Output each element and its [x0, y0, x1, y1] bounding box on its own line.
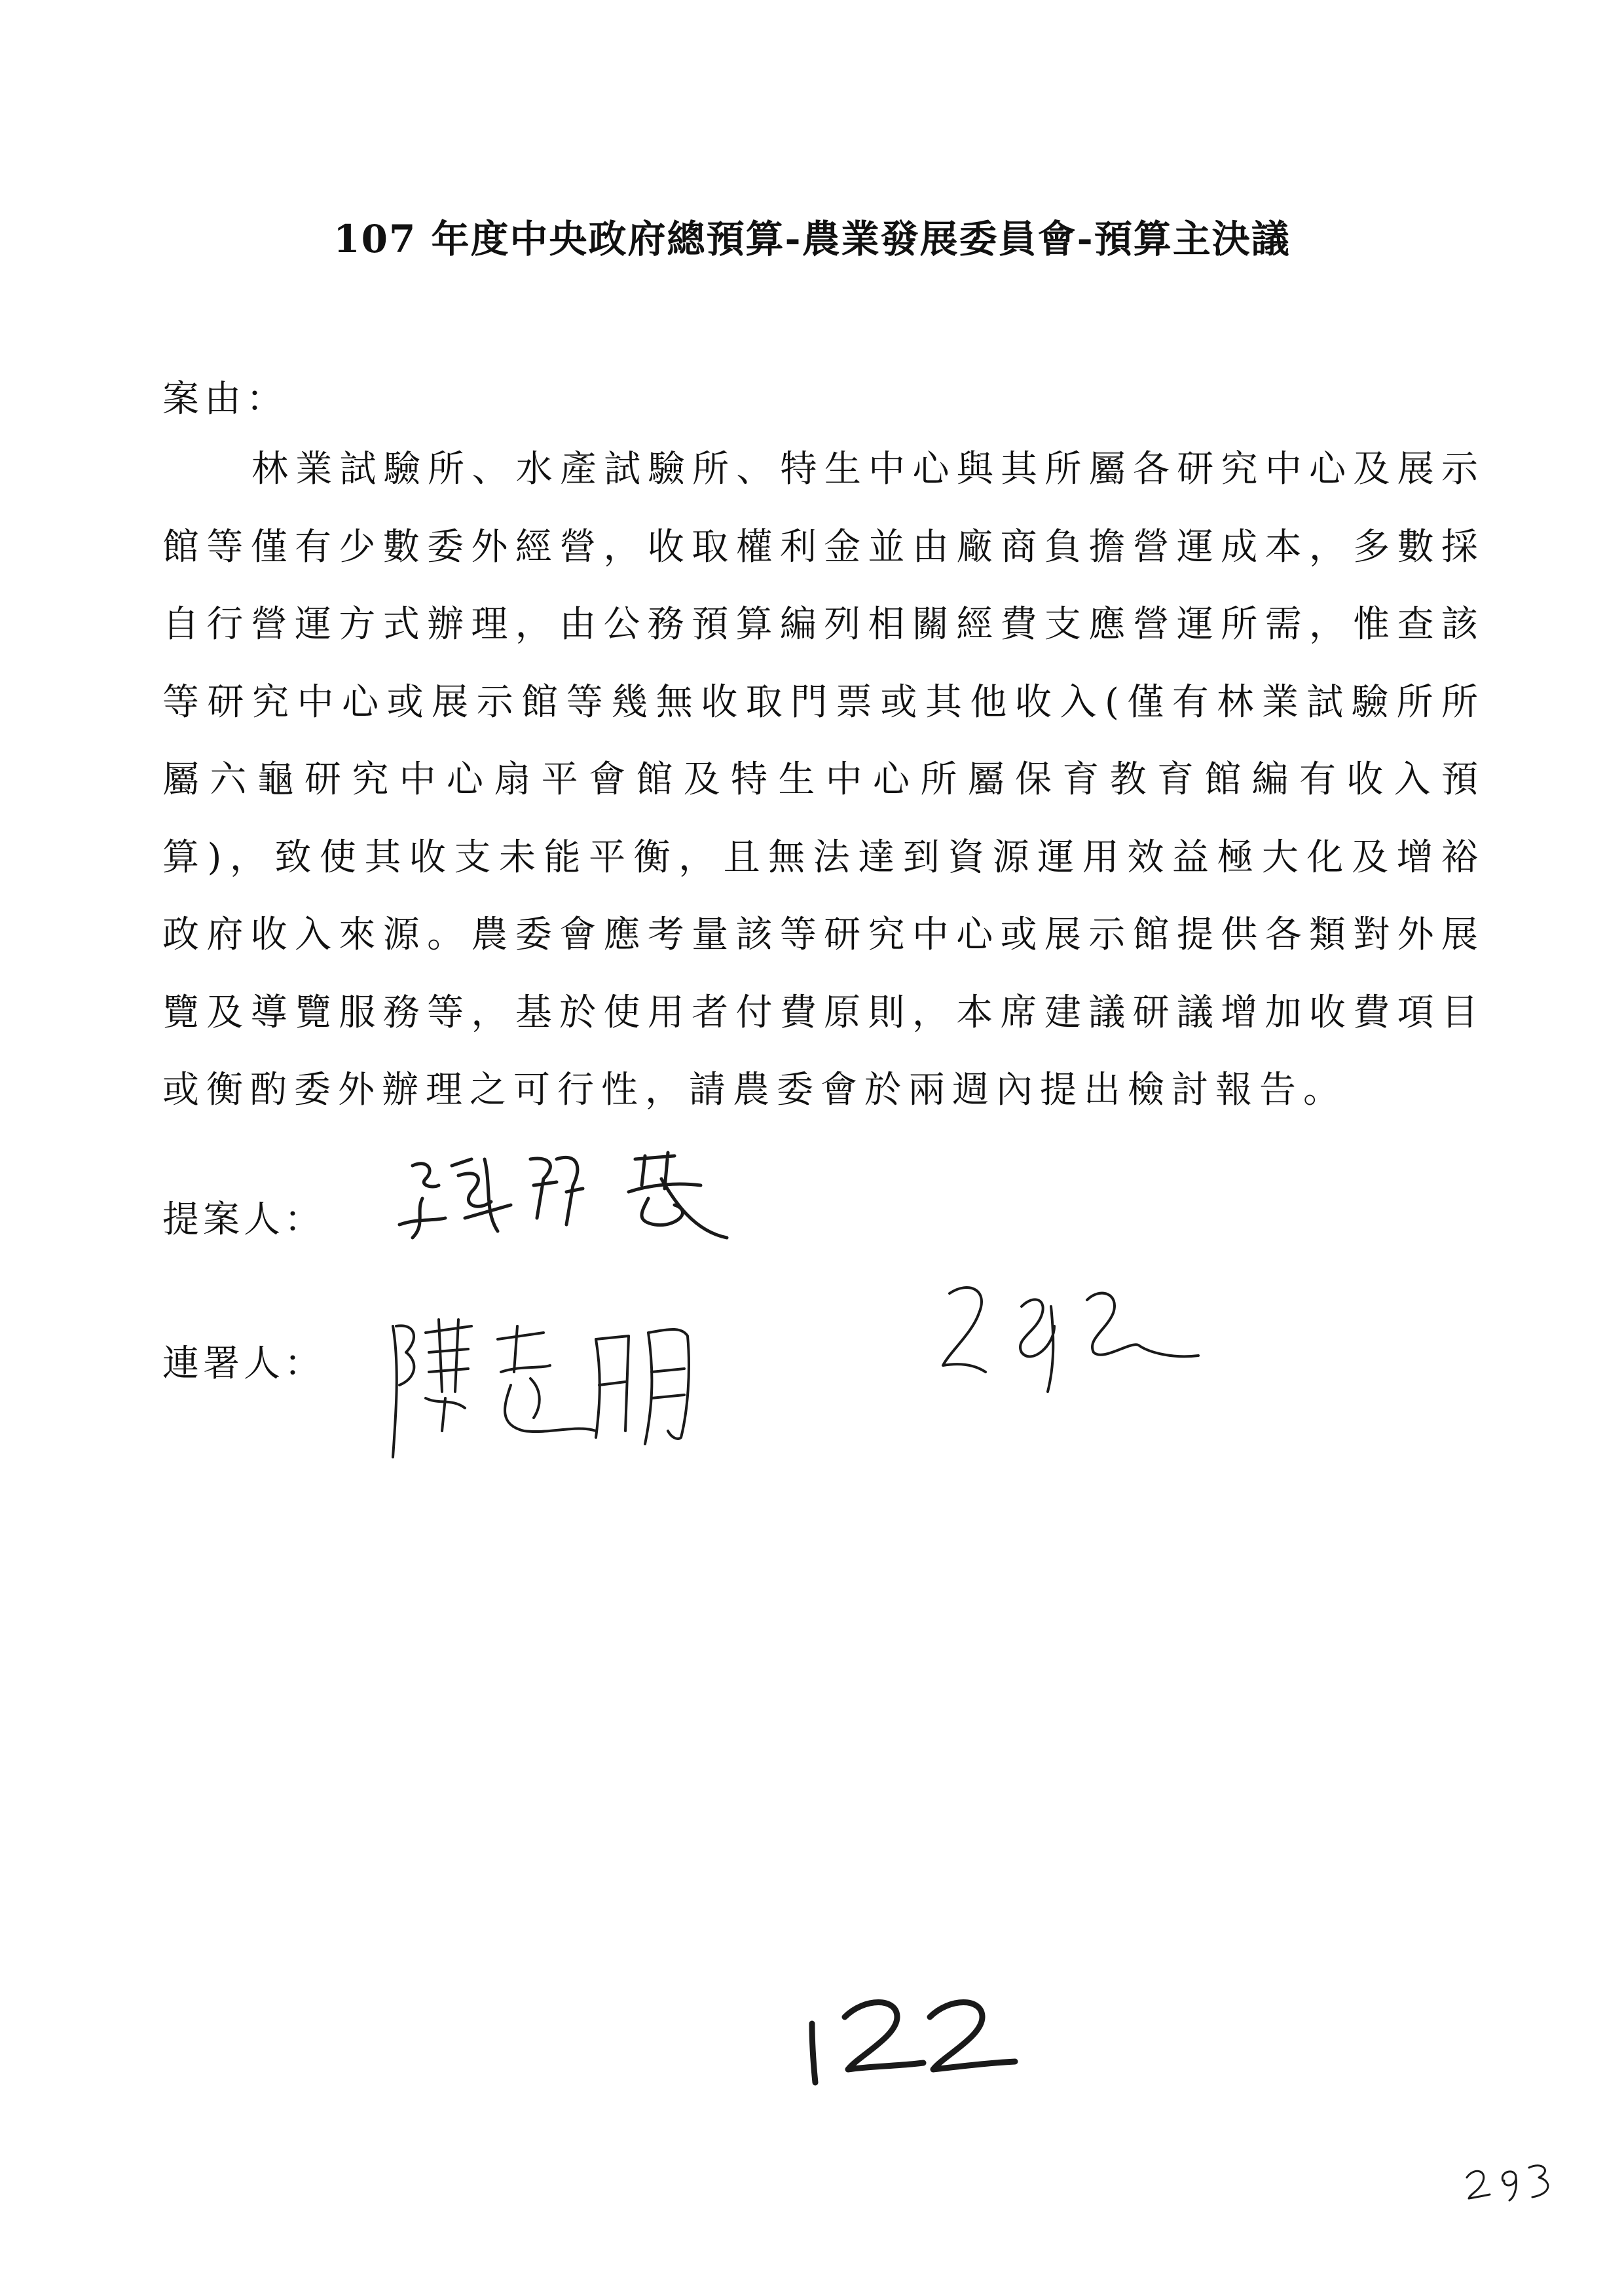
- page-number-drawing: [799, 1978, 1022, 2089]
- cosigner-signature-2: [923, 1267, 1231, 1405]
- case-label: 案由：: [162, 378, 288, 420]
- corner-number-drawing: [1464, 2158, 1555, 2204]
- document-title: 107 年度中央政府總預算-農業發展委員會-預算主決議: [333, 217, 1291, 261]
- proposer-signature: [386, 1139, 753, 1251]
- cosigner-label: 連署人：: [162, 1342, 325, 1385]
- proposer-label: 提案人：: [162, 1198, 325, 1241]
- cosigner-signature-1: [380, 1300, 747, 1464]
- case-body-text: 林業試驗所、水產試驗所、特生中心與其所屬各研究中心及展示館等僅有少數委外經營，收取權利金並由廠商負擔營運成本，多數採自行營運方式辦理，由公務預算編列相關經費支應營運所需，惟查該等研究中心或展示館等幾無收取門票或其他收入(僅有林業試驗所所屬六龜研究中心扇平會館及特生中心所屬保育教育館編有收入預算)，致使其收支未能平衡，且無法達到資源運用效益極大化及增裕政府收入來源。農委會應考量該等研究中心或展示館提供各類對外展覽及導覽服務等，基於使用者付費原則，本席建議研議增加收費項目或衡酌委外辦理之可行性，請農委會於兩週內提出檢討報告。: [162, 448, 1485, 1111]
